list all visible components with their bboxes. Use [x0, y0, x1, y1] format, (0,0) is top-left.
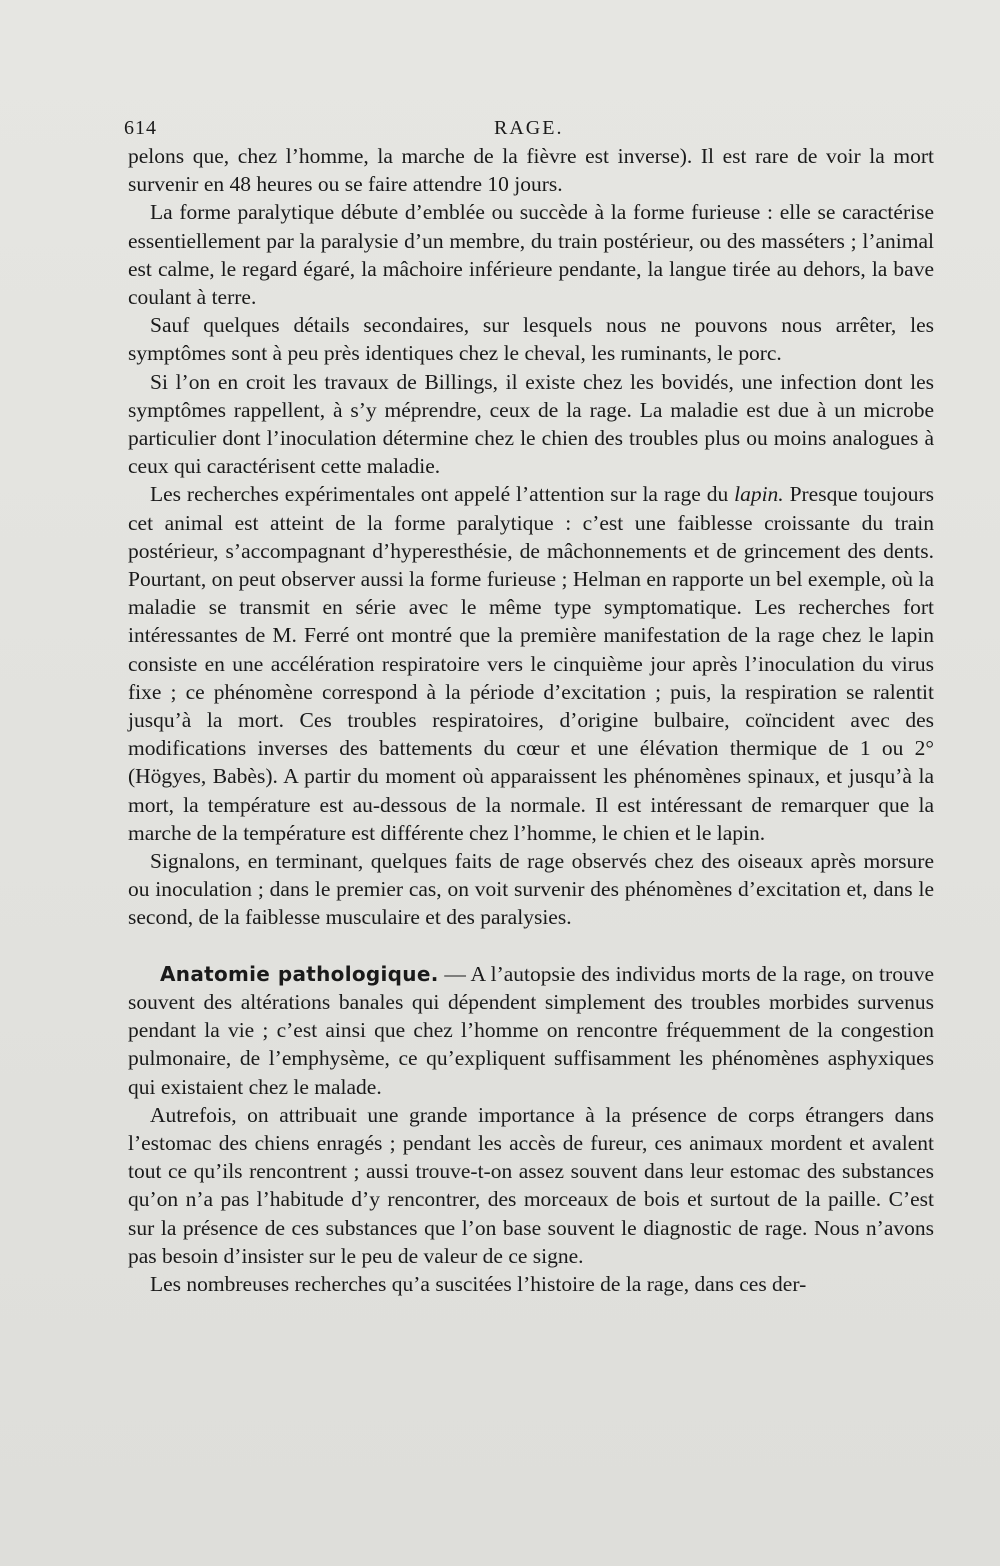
- paragraph-birds: Signalons, en terminant, quelques faits de rage observés chez des oiseaux après morsure ou inoculation ; dans le premier cas, on voit survenir des phénomènes d’excitation et, dans le second, de la faiblesse musculaire et des paralysies.: [128, 849, 934, 930]
- paragraph-rabbit-italic-word: lapin.: [734, 482, 784, 507]
- paragraph-continuation: pelons que, chez l’homme, la marche de la fièvre est inverse). Il est rare de voir la mort survenir en 48 heures ou se faire attendre 10 jours.: [128, 144, 934, 197]
- paragraph-foreign-bodies: Autrefois, on attribuait une grande importance à la présence de corps étrangers dans l’estomac des chiens enragés ; pendant les accès de fureur, ces animaux mordent et avalent tout ce qu’ils rencontrent ; aussi trouve-t-on assez souvent dans leur estomac des substances qu’on n’a pas l’habitude d’y rencontrer, des morceaux de bois et surtout de la paille. C’est sur la présence de ces substances que l’on base souvent le diagnostic de rage. Nous n’avons pas besoin d’insister sur le peu de valeur de ce signe.: [128, 1102, 934, 1268]
- paragraph-rabbit-text-before: Les recherches expérimentales ont appelé l’attention sur la rage du: [150, 482, 735, 507]
- section-lead-text: — A l’autopsie des individus morts de la rage, on trouve souvent des altérations banales qui dépendent simplement des troubles morbides survenus pendant la vie ; c’est ainsi que chez l’homme on rencontre fréquemment de la congestion pulmonaire, de l’emphysème, ce qu’expliquent suffisamment les phénomènes asphyxiques qui existaient chez le malade.: [128, 961, 934, 1099]
- paragraph-other-animals: Sauf quelques détails secondaires, sur lesquels nous ne pouvons nous arrêter, les symptômes sont à peu près identiques chez le cheval, les ruminants, le porc.: [128, 313, 934, 366]
- section-heading: Anatomie pathologique.: [160, 961, 439, 986]
- running-title: RAGE.: [494, 117, 564, 139]
- paragraph-rabbit: [128, 480, 934, 847]
- paragraph-paralytic-form: La forme paralytique débute d’emblée ou succède à la forme furieuse : elle se caractérise essentiellement par la paralysie d’un membre, du train postérieur, ou des masséters ; l’animal est calme, le regard égaré, la mâchoire inférieure pendante, la langue tirée au dehors, la bave coulant à terre.: [128, 200, 934, 310]
- section-anatomie: [128, 960, 934, 1101]
- page-number: 614: [124, 117, 157, 139]
- paragraph-rabbit-text-after: Presque toujours cet animal est atteint de la forme paralytique : c’est une faiblesse croissante du train postérieur, s’accompagnant d’hyperesthésie, de mâchonnements et de grincement des dents. Pourtant, on peut observer aussi la forme furieuse ; Helman en rapporte un bel exemple, où la maladie se transmit en série avec le même type symptomatique. Les recherches fort intéressantes de M. Ferré ont montré que la première manifestation de la rage chez le lapin consiste en une accélération respiratoire vers le cinquième jour après l’inoculation du virus fixe ; ce phénomène correspond à la période d’excitation ; puis, la respiration se ralentit jusqu’à la mort. Ces troubles respiratoires, d’origine bulbaire, coïncident avec des modifications inverses des battements du cœur et une élévation thermique de 1 ou 2° (Högyes, Babès). A partir du moment où apparaissent les phénomènes spinaux, et jusqu’à la mort, la température est au-dessous de la normale. Il est intéressant de remarquer que la marche de la température est différente chez l’homme, le chien et le lapin.: [128, 482, 934, 845]
- body-text: [128, 142, 934, 1298]
- paragraph-billings: Si l’on en croit les travaux de Billings, il existe chez les bovidés, une infection dont les symptômes rappellent, à s’y méprendre, ceux de la rage. La maladie est due à un microbe particulier dont l’inoculation détermine chez le chien des troubles plus ou moins analogues à ceux qui caractérisent cette maladie.: [128, 369, 934, 479]
- paragraph-numerous-research: Les nombreuses recherches qu’a suscitées l’histoire de la rage, dans ces der-: [150, 1271, 807, 1296]
